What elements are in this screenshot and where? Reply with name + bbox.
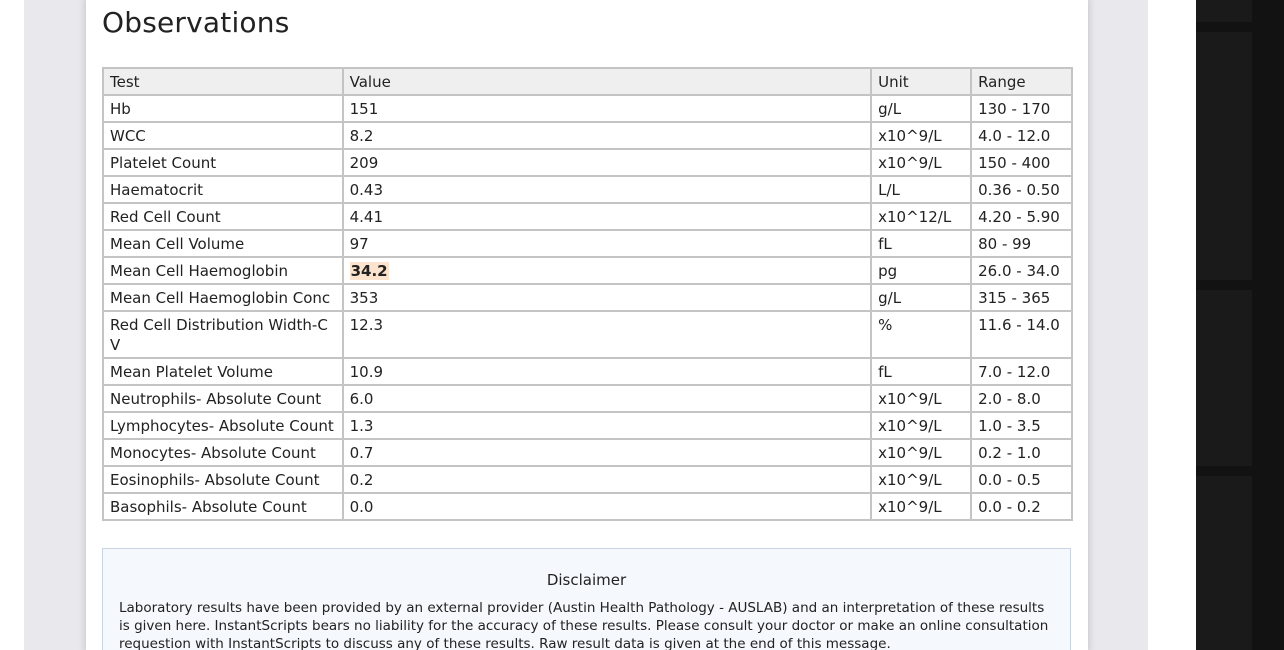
column-header-test: Test: [103, 68, 343, 95]
cell-unit: x10^9/L: [871, 493, 971, 520]
cell-test: Monocytes- Absolute Count: [103, 439, 343, 466]
table-header-row: [103, 68, 1072, 95]
cell-test: Red Cell Count: [103, 203, 343, 230]
cell-unit: x10^9/L: [871, 385, 971, 412]
table-row: [103, 311, 1072, 358]
cell-unit: pg: [871, 257, 971, 284]
cell-value: 4.41: [343, 203, 872, 230]
cell-test: Platelet Count: [103, 149, 343, 176]
cell-test: Eosinophils- Absolute Count: [103, 466, 343, 493]
section-title: Observations: [102, 6, 290, 39]
table-row: [103, 358, 1072, 385]
table-row: [103, 203, 1072, 230]
cell-unit: g/L: [871, 284, 971, 311]
scrollbar-track[interactable]: [1252, 0, 1284, 650]
cell-test: Lymphocytes- Absolute Count: [103, 412, 343, 439]
cell-value: 353: [343, 284, 872, 311]
cell-test: Hb: [103, 95, 343, 122]
cell-value: [343, 257, 872, 284]
cell-value: 10.9: [343, 358, 872, 385]
cell-unit: L/L: [871, 176, 971, 203]
cell-range: 2.0 - 8.0: [971, 385, 1072, 412]
cell-unit: g/L: [871, 95, 971, 122]
flagged-value: 34.2: [350, 262, 388, 280]
cell-range: 4.20 - 5.90: [971, 203, 1072, 230]
cell-test: Mean Platelet Volume: [103, 358, 343, 385]
disclaimer-box: [102, 548, 1071, 650]
cell-value: 209: [343, 149, 872, 176]
cell-test: Red Cell Distribution Width-C V: [103, 311, 343, 358]
cell-test: Basophils- Absolute Count: [103, 493, 343, 520]
cell-range: 26.0 - 34.0: [971, 257, 1072, 284]
cell-range: 150 - 400: [971, 149, 1072, 176]
cell-range: 315 - 365: [971, 284, 1072, 311]
table-row: [103, 230, 1072, 257]
cell-unit: x10^9/L: [871, 466, 971, 493]
cell-value: 0.0: [343, 493, 872, 520]
disclaimer-text: Laboratory results have been provided by an external provider (Austin Health Pathology - AUSLAB) and an interpretation of these results is given here. InstantScripts bears no liability for the accuracy of these results. Please consult your doctor or make an online consultation requestion with InstantScripts to discuss any of these results. Raw result data is given at the end of this message.: [119, 600, 1049, 650]
table-row: [103, 122, 1072, 149]
cell-range: 0.36 - 0.50: [971, 176, 1072, 203]
table-row: [103, 284, 1072, 311]
cell-range: 11.6 - 14.0: [971, 311, 1072, 358]
cell-test: Haematocrit: [103, 176, 343, 203]
side-panel: [1196, 0, 1284, 650]
table-row: [103, 257, 1072, 284]
cell-value: 1.3: [343, 412, 872, 439]
side-panel-divider: [1196, 22, 1252, 32]
cell-range: 0.0 - 0.2: [971, 493, 1072, 520]
side-panel-divider: [1196, 466, 1252, 476]
cell-unit: x10^9/L: [871, 122, 971, 149]
cell-test: Mean Cell Haemoglobin: [103, 257, 343, 284]
cell-value: 0.7: [343, 439, 872, 466]
table-row: [103, 439, 1072, 466]
cell-value: 12.3: [343, 311, 872, 358]
table-row: [103, 176, 1072, 203]
left-margin: [0, 0, 24, 650]
cell-unit: x10^12/L: [871, 203, 971, 230]
cell-range: 7.0 - 12.0: [971, 358, 1072, 385]
right-margin: [1148, 0, 1196, 650]
cell-test: Mean Cell Volume: [103, 230, 343, 257]
side-panel-divider: [1196, 280, 1252, 290]
table-row: [103, 95, 1072, 122]
cell-unit: x10^9/L: [871, 412, 971, 439]
cell-range: 1.0 - 3.5: [971, 412, 1072, 439]
cell-unit: x10^9/L: [871, 439, 971, 466]
table-row: [103, 385, 1072, 412]
cell-value: 97: [343, 230, 872, 257]
cell-test: Mean Cell Haemoglobin Conc: [103, 284, 343, 311]
table-row: [103, 149, 1072, 176]
cell-test: Neutrophils- Absolute Count: [103, 385, 343, 412]
cell-value: 0.2: [343, 466, 872, 493]
cell-range: 130 - 170: [971, 95, 1072, 122]
column-header-unit: Unit: [871, 68, 971, 95]
cell-value: 6.0: [343, 385, 872, 412]
table-row: [103, 412, 1072, 439]
cell-range: 0.2 - 1.0: [971, 439, 1072, 466]
cell-range: 0.0 - 0.5: [971, 466, 1072, 493]
cell-unit: %: [871, 311, 971, 358]
table-row: [103, 466, 1072, 493]
cell-range: 4.0 - 12.0: [971, 122, 1072, 149]
cell-range: 80 - 99: [971, 230, 1072, 257]
table-row: [103, 493, 1072, 520]
cell-value: 8.2: [343, 122, 872, 149]
cell-unit: fL: [871, 230, 971, 257]
cell-test: WCC: [103, 122, 343, 149]
cell-value: 0.43: [343, 176, 872, 203]
column-header-range: Range: [971, 68, 1072, 95]
cell-unit: x10^9/L: [871, 149, 971, 176]
observations-table: [102, 67, 1073, 521]
cell-unit: fL: [871, 358, 971, 385]
column-header-value: Value: [343, 68, 872, 95]
table-body: [103, 95, 1072, 520]
disclaimer-title: Disclaimer: [546, 571, 627, 589]
cell-value: 151: [343, 95, 872, 122]
